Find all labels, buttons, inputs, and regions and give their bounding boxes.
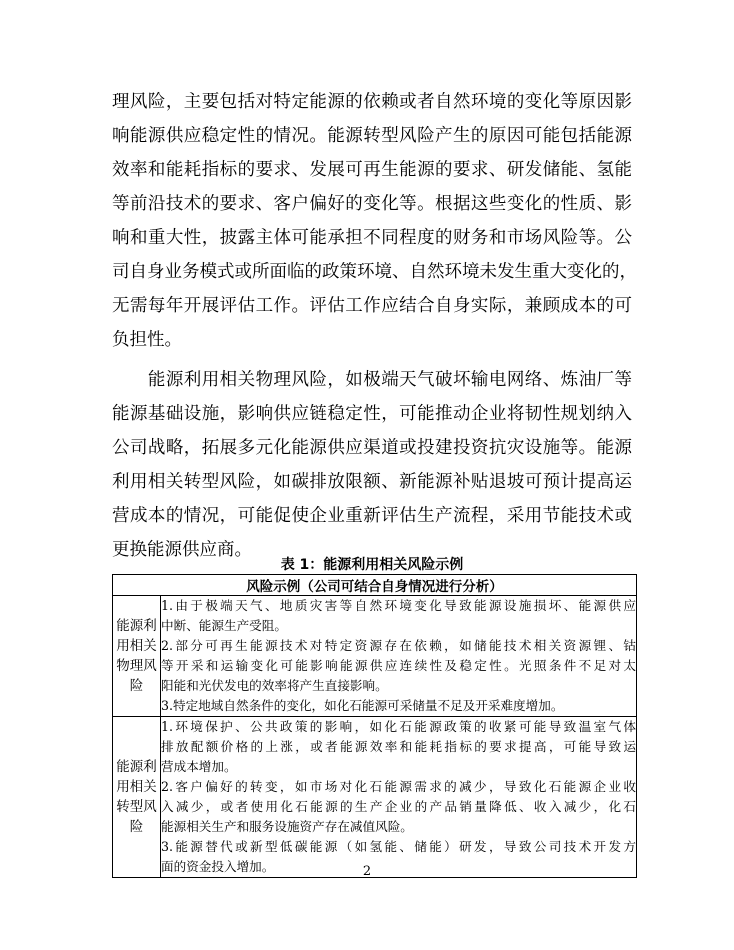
- item-line: 3.能源替代或新型低碳能源（如氢能、储能）研发，导致公司技术开发方: [161, 839, 636, 854]
- text-line: 更换能源供应商。: [112, 540, 252, 560]
- category-line: 用相关: [116, 638, 157, 654]
- risk-example-item: [161, 777, 636, 837]
- category-line: 物理风: [116, 658, 157, 674]
- risk-category-cell: [113, 717, 161, 878]
- item-line: 1.环境保护、公共政策的影响，如化石能源政策的收紧可能导致温室气体: [161, 719, 636, 734]
- table-row: [113, 596, 637, 717]
- page-number: 2: [362, 864, 372, 879]
- text-line: 等前沿技术的要求、客户偏好的变化等。根据这些变化的性质、影: [112, 194, 632, 214]
- risk-example-item: [161, 596, 636, 636]
- risk-example-item: [161, 636, 636, 696]
- text-line: 效率和能耗指标的要求、发展可再生能源的要求、研发储能、氢能: [112, 160, 632, 180]
- risk-examples-cell: [161, 717, 637, 878]
- item-line: 3.特定地域自然条件的变化，如化石能源可采储量不足及开采难度增加。: [161, 698, 564, 713]
- item-line: 中断、能源生产受阻。: [161, 618, 287, 633]
- item-line: 营成本增加。: [161, 759, 237, 774]
- item-line: 2.部分可再生能源技术对特定资源存在依赖，如储能技术相关资源锂、钴: [161, 638, 636, 653]
- text-line: 无需每年开展评估工作。评估工作应结合自身实际，兼顾成本的可: [112, 296, 632, 316]
- table-caption: 表 1：能源利用相关风险示例: [280, 557, 464, 573]
- text-line: 理风险，主要包括对特定能源的依赖或者自然环境的变化等原因影: [112, 92, 632, 112]
- item-line: 面的资金投入增加。: [161, 859, 275, 874]
- body-paragraph: [112, 85, 637, 357]
- table-header-row: [113, 575, 637, 596]
- item-line: 排放配额价格的上涨，或者能源效率和能耗指标的要求提高，可能导致运: [161, 739, 636, 754]
- risk-examples-table: [112, 574, 637, 878]
- text-line: 响和重大性，披露主体可能承担不同程度的财务和市场风险等。公: [112, 228, 632, 248]
- risk-example-item: [161, 696, 636, 716]
- risk-examples-cell: [161, 596, 637, 717]
- item-line: 阳能和光伏发电的效率将产生直接影响。: [161, 678, 388, 693]
- item-line: 能源相关生产和服务设施资产存在减值风险。: [161, 819, 413, 834]
- text-line: 公司战略，拓展多元化能源供应渠道或投建投资抗灾设施等。能源: [112, 438, 632, 458]
- item-line: 等开采和运输变化可能影响能源供应连续性及稳定性。光照条件不足对太: [161, 658, 636, 673]
- table-header: 风险示例（公司可结合自身情况进行分析）: [113, 575, 637, 596]
- category-line: 能源利: [116, 759, 157, 775]
- text-line: 司自身业务模式或所面临的政策环境、自然环境未发生重大变化的，: [112, 262, 637, 282]
- category-line: 能源利: [116, 618, 157, 634]
- table-row: [113, 717, 637, 878]
- category-line: 转型风: [116, 799, 157, 815]
- risk-example-item: [161, 717, 636, 777]
- text-line: 利用相关转型风险，如碳排放限额、新能源补贴退坡可预计提高运: [112, 472, 632, 492]
- category-line: 用相关: [116, 779, 157, 795]
- text-line: 营成本的情况，可能促使企业重新评估生产流程，采用节能技术或: [112, 506, 632, 526]
- category-line: 险: [129, 678, 144, 694]
- body-paragraph: [112, 363, 632, 567]
- text-line: 负担性。: [112, 330, 182, 350]
- text-line: 响能源供应稳定性的情况。能源转型风险产生的原因可能包括能源: [112, 126, 632, 146]
- risk-category-cell: [113, 596, 161, 717]
- text-line: 能源利用相关物理风险，如极端天气破坏输电网络、炼油厂等: [112, 370, 632, 390]
- item-line: 2.客户偏好的转变，如市场对化石能源需求的减少，导致化石能源企业收: [161, 779, 636, 794]
- category-line: 险: [129, 819, 144, 835]
- item-line: 入减少，或者使用化石能源的生产企业的产品销量降低、收入减少，化石: [161, 799, 636, 814]
- text-line: 能源基础设施，影响供应链稳定性，可能推动企业将韧性规划纳入: [112, 404, 632, 424]
- item-line: 1.由于极端天气、地质灾害等自然环境变化导致能源设施损坏、能源供应: [161, 598, 636, 613]
